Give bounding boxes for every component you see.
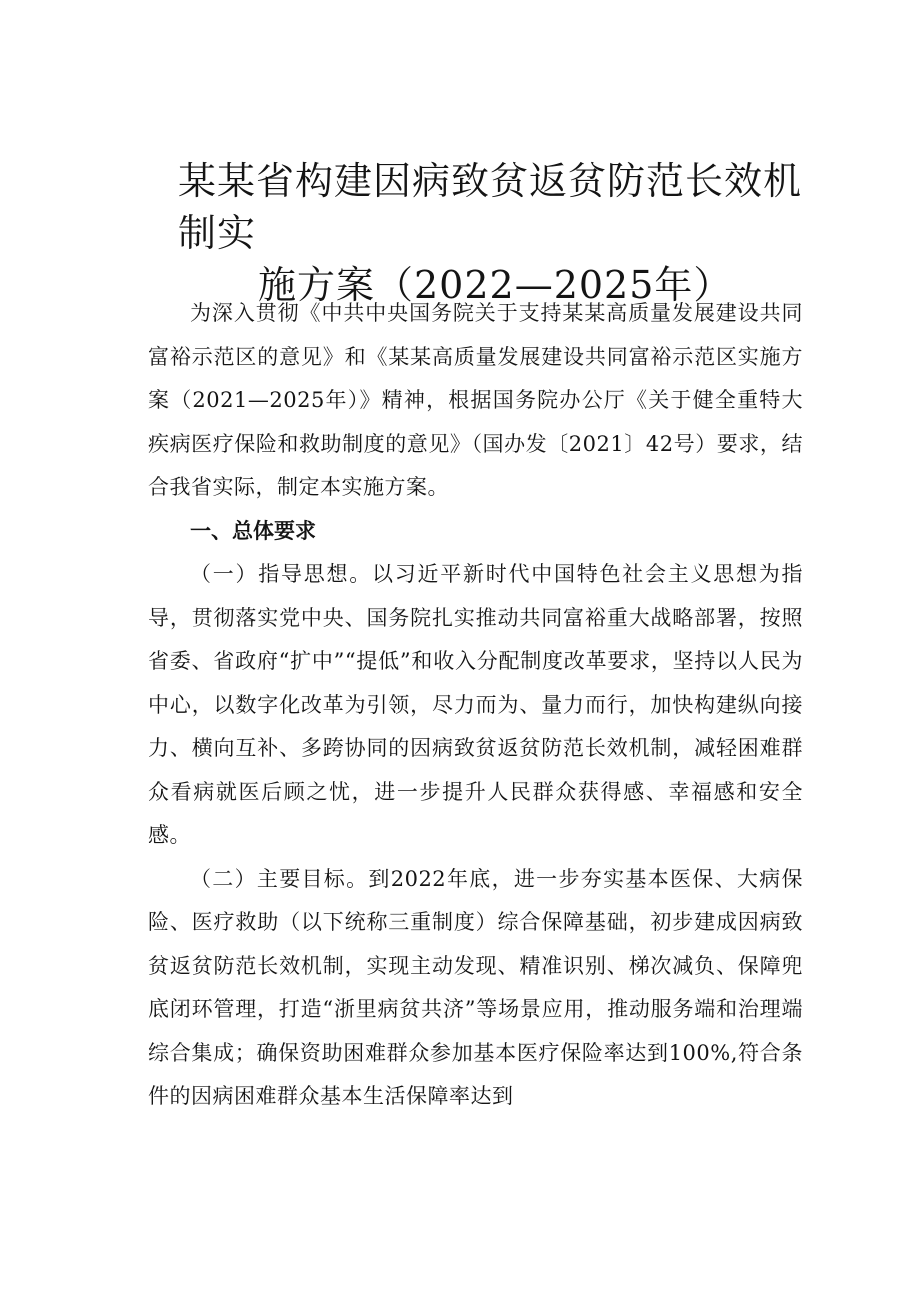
document-body [148, 292, 803, 1119]
document-title [150, 155, 830, 311]
intro-paragraph: 为深入贯彻《中共中央国务院关于支持某某高质量发展建设共同富裕示范区的意见》和《某某高质量发展建设共同富裕示范区实施方案（2021—2025年）》精神，根据国务院办公厅《关于健全重特大疾病医疗保险和救助制度的意见》（国办发〔2021〕42号）要求，结合我省实际，制定本实施方案。 [148, 301, 803, 499]
title-line-1: 某某省构建因病致贫返贫防范长效机制实 [178, 159, 803, 255]
guiding-thought-paragraph: （一）指导思想。以习近平新时代中国特色社会主义思想为指导，贯彻落实党中央、国务院扎实推动共同富裕重大战略部署，按照省委、省政府“扩中”“提低”和收入分配制度改革要求，坚持以人民为中心，以数字化改革为引领，尽力而为、量力而行，加快构建纵向接力、横向互补、多跨协同的因病致贫返贫防范长效机制，减轻困难群众看病就医后顾之忧，进一步提升人民群众获得感、幸福感和安全感。 [148, 562, 803, 847]
title-line-2: 施方案（2022—2025年） [258, 263, 733, 307]
main-goals-paragraph: （二）主要目标。到2022年底，进一步夯实基本医保、大病保险、医疗救助（以下统称三重制度）综合保障基础，初步建成因病致贫返贫防范长效机制，实现主动发现、精准识别、梯次减负、保障兜底闭环管理，打造“浙里病贫共济”等场景应用，推动服务端和治理端综合集成；确保资助困难群众参加基本医疗保险率达到100%,符合条件的因病困难群众基本生活保障率达到 [148, 866, 803, 1108]
section-heading-overall-requirements: 一、总体要求 [190, 518, 316, 543]
